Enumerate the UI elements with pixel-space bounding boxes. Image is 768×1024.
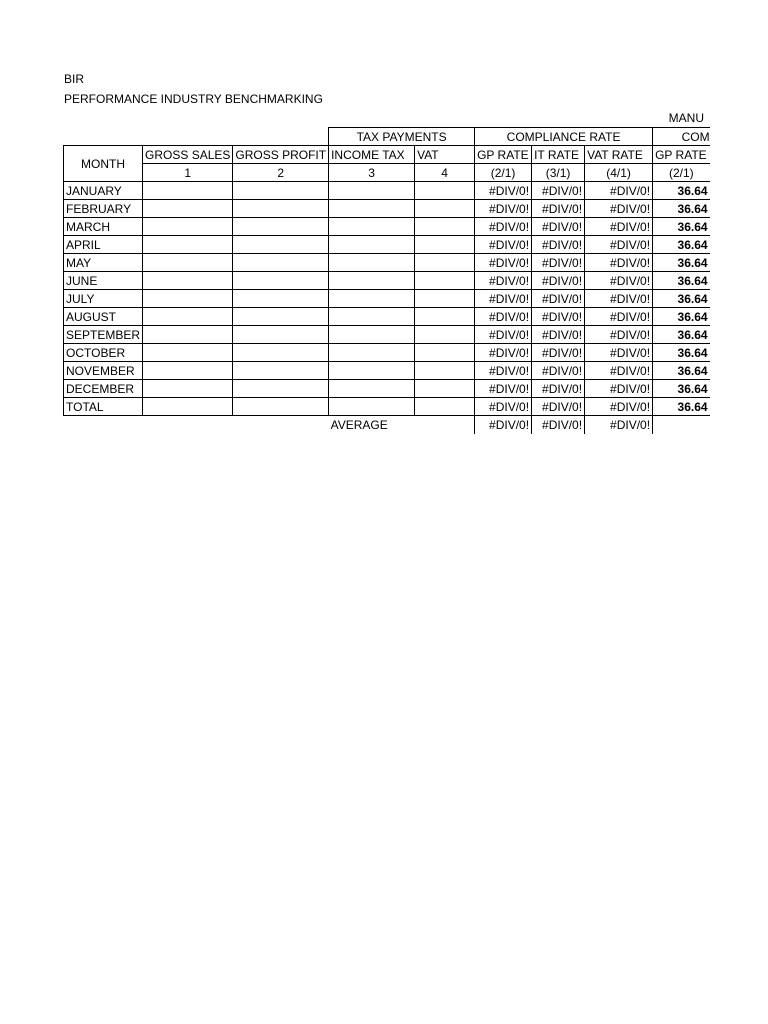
gp-rate-2-header: GP RATE <box>653 146 710 164</box>
gp-rate-2-formula: (2/1) <box>653 164 710 182</box>
it-rate-cell: #DIV/0! <box>532 344 585 362</box>
vat-cell[interactable] <box>415 308 475 326</box>
income-tax-cell[interactable] <box>329 290 415 308</box>
gross-sales-cell[interactable] <box>143 380 233 398</box>
gross-sales-cell[interactable] <box>143 362 233 380</box>
month-cell: JULY <box>64 290 143 308</box>
it-rate-cell: #DIV/0! <box>532 236 585 254</box>
gp-rate-cell: #DIV/0! <box>475 272 532 290</box>
vat-rate-cell: #DIV/0! <box>585 218 653 236</box>
gp-rate-2-cell: 36.64 <box>653 200 710 218</box>
month-cell: APRIL <box>64 236 143 254</box>
income-tax-cell[interactable] <box>329 200 415 218</box>
spacer-cell <box>143 416 233 434</box>
average-gp-rate: #DIV/0! <box>475 416 532 434</box>
vat-cell[interactable] <box>415 218 475 236</box>
gp-rate-cell: #DIV/0! <box>475 200 532 218</box>
it-rate-cell: #DIV/0! <box>532 254 585 272</box>
benchmark-table <box>63 127 710 434</box>
gross-sales-cell[interactable] <box>143 254 233 272</box>
it-rate-cell: #DIV/0! <box>532 362 585 380</box>
table-row <box>64 398 710 416</box>
vat-number: 4 <box>415 164 475 182</box>
spacer-cell <box>653 416 710 434</box>
spacer-cell <box>233 416 329 434</box>
vat-rate-cell: #DIV/0! <box>585 344 653 362</box>
average-it-rate: #DIV/0! <box>532 416 585 434</box>
table-row <box>64 344 710 362</box>
gross-sales-cell[interactable] <box>143 200 233 218</box>
gp-rate-cell: #DIV/0! <box>475 398 532 416</box>
gp-rate-2-cell: 36.64 <box>653 326 710 344</box>
income-tax-cell[interactable] <box>329 380 415 398</box>
table-row <box>64 308 710 326</box>
income-tax-cell[interactable] <box>329 254 415 272</box>
month-cell: TOTAL <box>64 398 143 416</box>
month-cell: NOVEMBER <box>64 362 143 380</box>
gross-profit-cell[interactable] <box>233 326 329 344</box>
spacer-cell <box>415 416 475 434</box>
gross-profit-header: GROSS PROFIT <box>233 146 329 164</box>
vat-rate-cell: #DIV/0! <box>585 182 653 200</box>
column-header-row <box>64 146 710 164</box>
average-row <box>64 416 710 434</box>
table-row <box>64 380 710 398</box>
gross-sales-number: 1 <box>143 164 233 182</box>
gross-profit-cell[interactable] <box>233 254 329 272</box>
month-cell: JANUARY <box>64 182 143 200</box>
compliance-rate-2-header-partial: COM <box>653 128 710 146</box>
income-tax-cell[interactable] <box>329 398 415 416</box>
vat-header: VAT <box>415 146 475 164</box>
gross-sales-cell[interactable] <box>143 326 233 344</box>
table-row <box>64 236 710 254</box>
gross-profit-cell[interactable] <box>233 272 329 290</box>
gross-profit-cell[interactable] <box>233 398 329 416</box>
table-row <box>64 254 710 272</box>
average-label: AVERAGE <box>329 416 415 434</box>
gp-rate-cell: #DIV/0! <box>475 290 532 308</box>
gross-profit-cell[interactable] <box>233 344 329 362</box>
column-number-row <box>64 164 710 182</box>
gross-sales-cell[interactable] <box>143 308 233 326</box>
it-rate-cell: #DIV/0! <box>532 290 585 308</box>
group-header-row <box>64 128 710 146</box>
gp-rate-cell: #DIV/0! <box>475 254 532 272</box>
vat-rate-cell: #DIV/0! <box>585 200 653 218</box>
vat-rate-cell: #DIV/0! <box>585 236 653 254</box>
vat-rate-cell: #DIV/0! <box>585 380 653 398</box>
income-tax-cell[interactable] <box>329 308 415 326</box>
vat-rate-cell: #DIV/0! <box>585 254 653 272</box>
it-rate-cell: #DIV/0! <box>532 380 585 398</box>
gross-sales-cell[interactable] <box>143 344 233 362</box>
gross-profit-cell[interactable] <box>233 236 329 254</box>
vat-cell[interactable] <box>415 236 475 254</box>
it-rate-formula: (3/1) <box>532 164 585 182</box>
income-tax-cell[interactable] <box>329 272 415 290</box>
gross-sales-header: GROSS SALES <box>143 146 233 164</box>
vat-cell[interactable] <box>415 200 475 218</box>
gross-profit-cell[interactable] <box>233 380 329 398</box>
it-rate-cell: #DIV/0! <box>532 200 585 218</box>
vat-rate-cell: #DIV/0! <box>585 326 653 344</box>
gross-sales-cell[interactable] <box>143 272 233 290</box>
month-cell: AUGUST <box>64 308 143 326</box>
gp-rate-cell: #DIV/0! <box>475 182 532 200</box>
gp-rate-2-cell: 36.64 <box>653 182 710 200</box>
gp-rate-2-cell: 36.64 <box>653 380 710 398</box>
table-row <box>64 290 710 308</box>
gp-rate-cell: #DIV/0! <box>475 326 532 344</box>
vat-rate-formula: (4/1) <box>585 164 653 182</box>
gp-rate-2-cell: 36.64 <box>653 308 710 326</box>
it-rate-cell: #DIV/0! <box>532 308 585 326</box>
income-tax-cell[interactable] <box>329 236 415 254</box>
table-row <box>64 326 710 344</box>
gp-rate-2-cell: 36.64 <box>653 398 710 416</box>
income-tax-cell[interactable] <box>329 362 415 380</box>
industry-title-partial: MANU <box>668 111 704 125</box>
income-tax-header: INCOME TAX <box>329 146 415 164</box>
gp-rate-cell: #DIV/0! <box>475 236 532 254</box>
vat-cell[interactable] <box>415 272 475 290</box>
report-title: PERFORMANCE INDUSTRY BENCHMARKING <box>64 92 323 106</box>
spacer-cell <box>64 416 143 434</box>
vat-rate-cell: #DIV/0! <box>585 290 653 308</box>
table-row <box>64 362 710 380</box>
gp-rate-cell: #DIV/0! <box>475 344 532 362</box>
gp-rate-2-cell: 36.64 <box>653 290 710 308</box>
gross-sales-cell[interactable] <box>143 236 233 254</box>
month-cell: SEPTEMBER <box>64 326 143 344</box>
month-cell: MARCH <box>64 218 143 236</box>
month-cell: MAY <box>64 254 143 272</box>
gp-rate-2-cell: 36.64 <box>653 344 710 362</box>
gross-profit-cell[interactable] <box>233 200 329 218</box>
vat-rate-header: VAT RATE <box>585 146 653 164</box>
it-rate-cell: #DIV/0! <box>532 182 585 200</box>
vat-cell[interactable] <box>415 290 475 308</box>
table-row <box>64 272 710 290</box>
it-rate-header: IT RATE <box>532 146 585 164</box>
month-cell: JUNE <box>64 272 143 290</box>
vat-rate-cell: #DIV/0! <box>585 308 653 326</box>
gross-profit-cell[interactable] <box>233 182 329 200</box>
gp-rate-2-cell: 36.64 <box>653 236 710 254</box>
it-rate-cell: #DIV/0! <box>532 398 585 416</box>
gross-sales-cell[interactable] <box>143 182 233 200</box>
vat-cell[interactable] <box>415 380 475 398</box>
gross-profit-cell[interactable] <box>233 362 329 380</box>
gross-profit-number: 2 <box>233 164 329 182</box>
vat-cell[interactable] <box>415 182 475 200</box>
it-rate-cell: #DIV/0! <box>532 218 585 236</box>
income-tax-cell[interactable] <box>329 326 415 344</box>
table-row <box>64 218 710 236</box>
income-tax-number: 3 <box>329 164 415 182</box>
income-tax-cell[interactable] <box>329 344 415 362</box>
vat-cell[interactable] <box>415 326 475 344</box>
gp-rate-2-cell: 36.64 <box>653 254 710 272</box>
org-name: BIR <box>64 72 85 86</box>
gross-sales-cell[interactable] <box>143 218 233 236</box>
gross-profit-cell[interactable] <box>233 290 329 308</box>
vat-rate-cell: #DIV/0! <box>585 272 653 290</box>
it-rate-cell: #DIV/0! <box>532 272 585 290</box>
vat-rate-cell: #DIV/0! <box>585 398 653 416</box>
table-row <box>64 182 710 200</box>
gross-sales-cell[interactable] <box>143 398 233 416</box>
gp-rate-cell: #DIV/0! <box>475 308 532 326</box>
gp-rate-cell: #DIV/0! <box>475 218 532 236</box>
income-tax-cell[interactable] <box>329 218 415 236</box>
month-cell: FEBRUARY <box>64 200 143 218</box>
vat-cell[interactable] <box>415 398 475 416</box>
gp-rate-cell: #DIV/0! <box>475 380 532 398</box>
income-tax-cell[interactable] <box>329 182 415 200</box>
vat-cell[interactable] <box>415 362 475 380</box>
gp-rate-cell: #DIV/0! <box>475 362 532 380</box>
gp-rate-header: GP RATE <box>475 146 532 164</box>
compliance-rate-header: COMPLIANCE RATE <box>475 128 653 146</box>
gross-sales-cell[interactable] <box>143 290 233 308</box>
gp-rate-2-cell: 36.64 <box>653 362 710 380</box>
vat-cell[interactable] <box>415 254 475 272</box>
gross-profit-cell[interactable] <box>233 218 329 236</box>
month-header: MONTH <box>64 146 143 182</box>
gp-rate-2-cell: 36.64 <box>653 218 710 236</box>
it-rate-cell: #DIV/0! <box>532 326 585 344</box>
table-row <box>64 200 710 218</box>
month-cell: DECEMBER <box>64 380 143 398</box>
tax-payments-header: TAX PAYMENTS <box>329 128 475 146</box>
gp-rate-2-cell: 36.64 <box>653 272 710 290</box>
gp-rate-formula: (2/1) <box>475 164 532 182</box>
vat-cell[interactable] <box>415 344 475 362</box>
vat-rate-cell: #DIV/0! <box>585 362 653 380</box>
gross-profit-cell[interactable] <box>233 308 329 326</box>
average-vat-rate: #DIV/0! <box>585 416 653 434</box>
month-cell: OCTOBER <box>64 344 143 362</box>
